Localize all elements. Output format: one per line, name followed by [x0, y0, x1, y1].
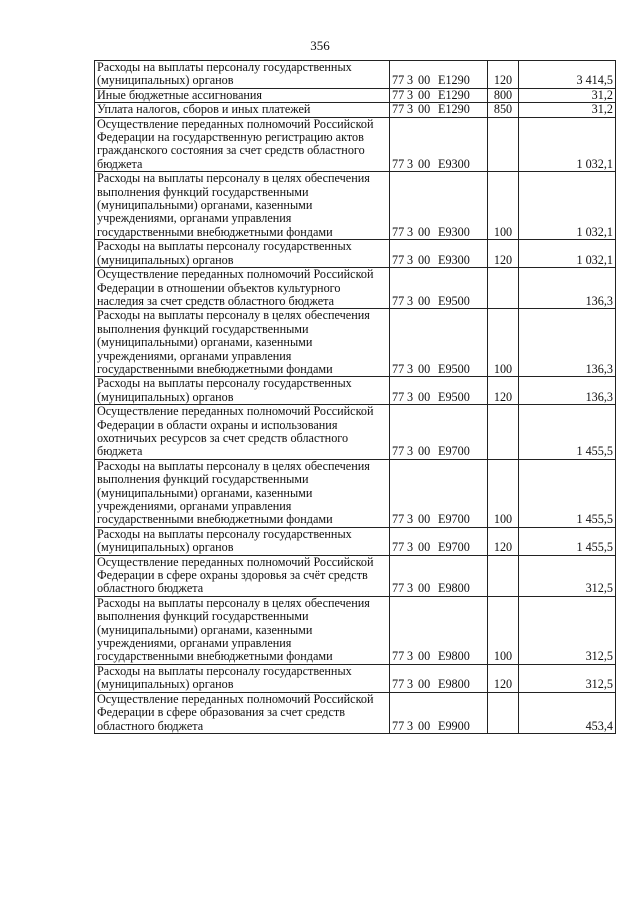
- budget-code-part: 77: [392, 252, 405, 267]
- amount-cell: 136,3: [519, 309, 616, 377]
- budget-code-part: E9300: [438, 252, 470, 267]
- budget-code-part: 00: [418, 677, 431, 692]
- budget-code-part: 3: [407, 540, 414, 555]
- expense-type-cell: [488, 692, 519, 733]
- budget-code-cell: [390, 527, 488, 555]
- budget-table: [94, 60, 616, 734]
- table-row: [95, 309, 616, 377]
- budget-code-cell: [390, 459, 488, 527]
- budget-code-part: 00: [418, 87, 431, 102]
- amount-cell: 1 032,1: [519, 117, 616, 172]
- budget-code-part: 3: [407, 156, 414, 171]
- expense-name-cell: Расходы на выплаты персоналу государственных (муниципальных) органов: [95, 240, 390, 268]
- expense-type-cell: 120: [488, 61, 519, 89]
- budget-code-part: 3: [407, 718, 414, 733]
- budget-code-part: 77: [392, 718, 405, 733]
- budget-code-cell: [390, 268, 488, 309]
- budget-code-part: 00: [418, 73, 431, 88]
- budget-code-part: 3: [407, 512, 414, 527]
- budget-code-part: 77: [392, 540, 405, 555]
- table-row: [95, 117, 616, 172]
- budget-code-part: E9300: [438, 156, 470, 171]
- amount-cell: 1 032,1: [519, 172, 616, 240]
- page-number: 356: [310, 38, 330, 53]
- budget-code-cell: [390, 88, 488, 102]
- table-row: [95, 692, 616, 733]
- budget-code-cell: [390, 172, 488, 240]
- budget-code-part: 3: [407, 87, 414, 102]
- budget-code-part: 77: [392, 73, 405, 88]
- expense-type-cell: [488, 117, 519, 172]
- expense-name-cell: Расходы на выплаты персоналу государственных (муниципальных) органов: [95, 377, 390, 405]
- budget-code-part: 00: [418, 581, 431, 596]
- amount-cell: 136,3: [519, 268, 616, 309]
- budget-code-part: 00: [418, 649, 431, 664]
- table-row: [95, 240, 616, 268]
- budget-code-part: 3: [407, 677, 414, 692]
- budget-code-part: 77: [392, 512, 405, 527]
- expense-name-cell: Осуществление переданных полномочий Российской Федерации на государственную регистрацию актов гражданского состояния за счет средств областного бюджета: [95, 117, 390, 172]
- expense-name-cell: Осуществление переданных полномочий Российской Федерации в области охраны и использования охотничьих ресурсов за счет средств областного бюджета: [95, 405, 390, 460]
- budget-code-part: E9500: [438, 293, 470, 308]
- expense-type-cell: [488, 268, 519, 309]
- budget-code-cell: [390, 377, 488, 405]
- budget-code-part: 00: [418, 389, 431, 404]
- amount-cell: 31,2: [519, 88, 616, 102]
- expense-type-cell: 850: [488, 103, 519, 117]
- budget-code-part: E9500: [438, 389, 470, 404]
- budget-code-part: 00: [418, 252, 431, 267]
- budget-code-part: 3: [407, 224, 414, 239]
- expense-name-cell: Иные бюджетные ассигнования: [95, 88, 390, 102]
- table-row: [95, 103, 616, 117]
- budget-code-part: 3: [407, 252, 414, 267]
- budget-table-body: [95, 61, 616, 734]
- table-row: [95, 459, 616, 527]
- expense-name-cell: Расходы на выплаты персоналу в целях обеспечения выполнения функций государственными (муниципальными) органами, казенными учреждениями, органами управления государственными внебюджетными фондами: [95, 596, 390, 664]
- amount-cell: 312,5: [519, 596, 616, 664]
- amount-cell: 136,3: [519, 377, 616, 405]
- expense-name-cell: Уплата налогов, сборов и иных платежей: [95, 103, 390, 117]
- budget-code-part: 00: [418, 444, 431, 459]
- budget-code-part: 00: [418, 361, 431, 376]
- budget-code-part: E9700: [438, 512, 470, 527]
- budget-code-part: 77: [392, 87, 405, 102]
- expense-type-cell: [488, 405, 519, 460]
- budget-code-part: 77: [392, 649, 405, 664]
- expense-name-cell: Расходы на выплаты персоналу государственных (муниципальных) органов: [95, 61, 390, 89]
- amount-cell: 3 414,5: [519, 61, 616, 89]
- budget-code-cell: [390, 664, 488, 692]
- amount-cell: 31,2: [519, 103, 616, 117]
- budget-code-part: 00: [418, 102, 431, 117]
- table-row: [95, 664, 616, 692]
- budget-code-part: 3: [407, 389, 414, 404]
- budget-code-part: E1290: [438, 87, 470, 102]
- budget-code-part: E9900: [438, 718, 470, 733]
- budget-code-part: 3: [407, 293, 414, 308]
- budget-code-cell: [390, 117, 488, 172]
- table-row: [95, 527, 616, 555]
- table-row: [95, 88, 616, 102]
- expense-name-cell: Осуществление переданных полномочий Российской Федерации в сфере охраны здоровья за счёт средств областного бюджета: [95, 555, 390, 596]
- expense-type-cell: 120: [488, 664, 519, 692]
- budget-code-part: E1290: [438, 102, 470, 117]
- amount-cell: 1 455,5: [519, 527, 616, 555]
- expense-type-cell: 120: [488, 240, 519, 268]
- expense-name-cell: Осуществление переданных полномочий Российской Федерации в отношении объектов культурного наследия за счет средств областного бюджета: [95, 268, 390, 309]
- amount-cell: 312,5: [519, 555, 616, 596]
- budget-code-part: E9700: [438, 540, 470, 555]
- budget-code-part: 3: [407, 102, 414, 117]
- budget-code-part: E9300: [438, 224, 470, 239]
- budget-code-cell: [390, 61, 488, 89]
- budget-code-part: 3: [407, 73, 414, 88]
- budget-code-part: E9500: [438, 361, 470, 376]
- budget-code-part: E9800: [438, 581, 470, 596]
- table-row: [95, 405, 616, 460]
- expense-name-cell: Расходы на выплаты персоналу государственных (муниципальных) органов: [95, 527, 390, 555]
- table-row: [95, 61, 616, 89]
- budget-code-part: 77: [392, 444, 405, 459]
- table-row: [95, 596, 616, 664]
- expense-type-cell: [488, 555, 519, 596]
- budget-code-cell: [390, 596, 488, 664]
- amount-cell: 1 455,5: [519, 459, 616, 527]
- budget-code-part: 3: [407, 361, 414, 376]
- budget-code-part: 77: [392, 361, 405, 376]
- budget-code-part: 77: [392, 156, 405, 171]
- expense-name-cell: Расходы на выплаты персоналу в целях обеспечения выполнения функций государственными (муниципальными) органами, казенными учреждениями, органами управления государственными внебюджетными фондами: [95, 309, 390, 377]
- budget-code-part: 77: [392, 389, 405, 404]
- budget-code-part: 77: [392, 677, 405, 692]
- budget-code-part: 77: [392, 581, 405, 596]
- budget-code-cell: [390, 240, 488, 268]
- budget-code-cell: [390, 103, 488, 117]
- amount-cell: 453,4: [519, 692, 616, 733]
- budget-code-part: E1290: [438, 73, 470, 88]
- expense-type-cell: 120: [488, 527, 519, 555]
- budget-code-part: E9800: [438, 677, 470, 692]
- table-row: [95, 268, 616, 309]
- budget-code-cell: [390, 692, 488, 733]
- expense-type-cell: 100: [488, 459, 519, 527]
- budget-code-part: 3: [407, 581, 414, 596]
- budget-code-part: 00: [418, 156, 431, 171]
- expense-name-cell: Расходы на выплаты персоналу в целях обеспечения выполнения функций государственными (муниципальными) органами, казенными учреждениями, органами управления государственными внебюджетными фондами: [95, 172, 390, 240]
- expense-name-cell: Расходы на выплаты персоналу в целях обеспечения выполнения функций государственными (муниципальными) органами, казенными учреждениями, органами управления государственными внебюджетными фондами: [95, 459, 390, 527]
- amount-cell: 1 455,5: [519, 405, 616, 460]
- amount-cell: 1 032,1: [519, 240, 616, 268]
- budget-code-part: 77: [392, 102, 405, 117]
- budget-code-part: 3: [407, 649, 414, 664]
- table-row: [95, 172, 616, 240]
- expense-name-cell: Осуществление переданных полномочий Российской Федерации в сфере образования за счет средств областного бюджета: [95, 692, 390, 733]
- budget-code-part: 00: [418, 540, 431, 555]
- budget-code-part: 00: [418, 512, 431, 527]
- budget-code-part: 00: [418, 718, 431, 733]
- budget-code-part: 00: [418, 224, 431, 239]
- expense-type-cell: 100: [488, 172, 519, 240]
- budget-code-part: E9700: [438, 444, 470, 459]
- budget-code-cell: [390, 309, 488, 377]
- budget-code-part: E9800: [438, 649, 470, 664]
- expense-type-cell: 100: [488, 596, 519, 664]
- budget-code-cell: [390, 555, 488, 596]
- table-row: [95, 377, 616, 405]
- budget-code-part: 77: [392, 293, 405, 308]
- expense-type-cell: 120: [488, 377, 519, 405]
- budget-code-part: 77: [392, 224, 405, 239]
- expense-name-cell: Расходы на выплаты персоналу государственных (муниципальных) органов: [95, 664, 390, 692]
- expense-type-cell: 100: [488, 309, 519, 377]
- budget-code-part: 3: [407, 444, 414, 459]
- budget-code-part: 00: [418, 293, 431, 308]
- budget-code-cell: [390, 405, 488, 460]
- table-row: [95, 555, 616, 596]
- amount-cell: 312,5: [519, 664, 616, 692]
- expense-type-cell: 800: [488, 88, 519, 102]
